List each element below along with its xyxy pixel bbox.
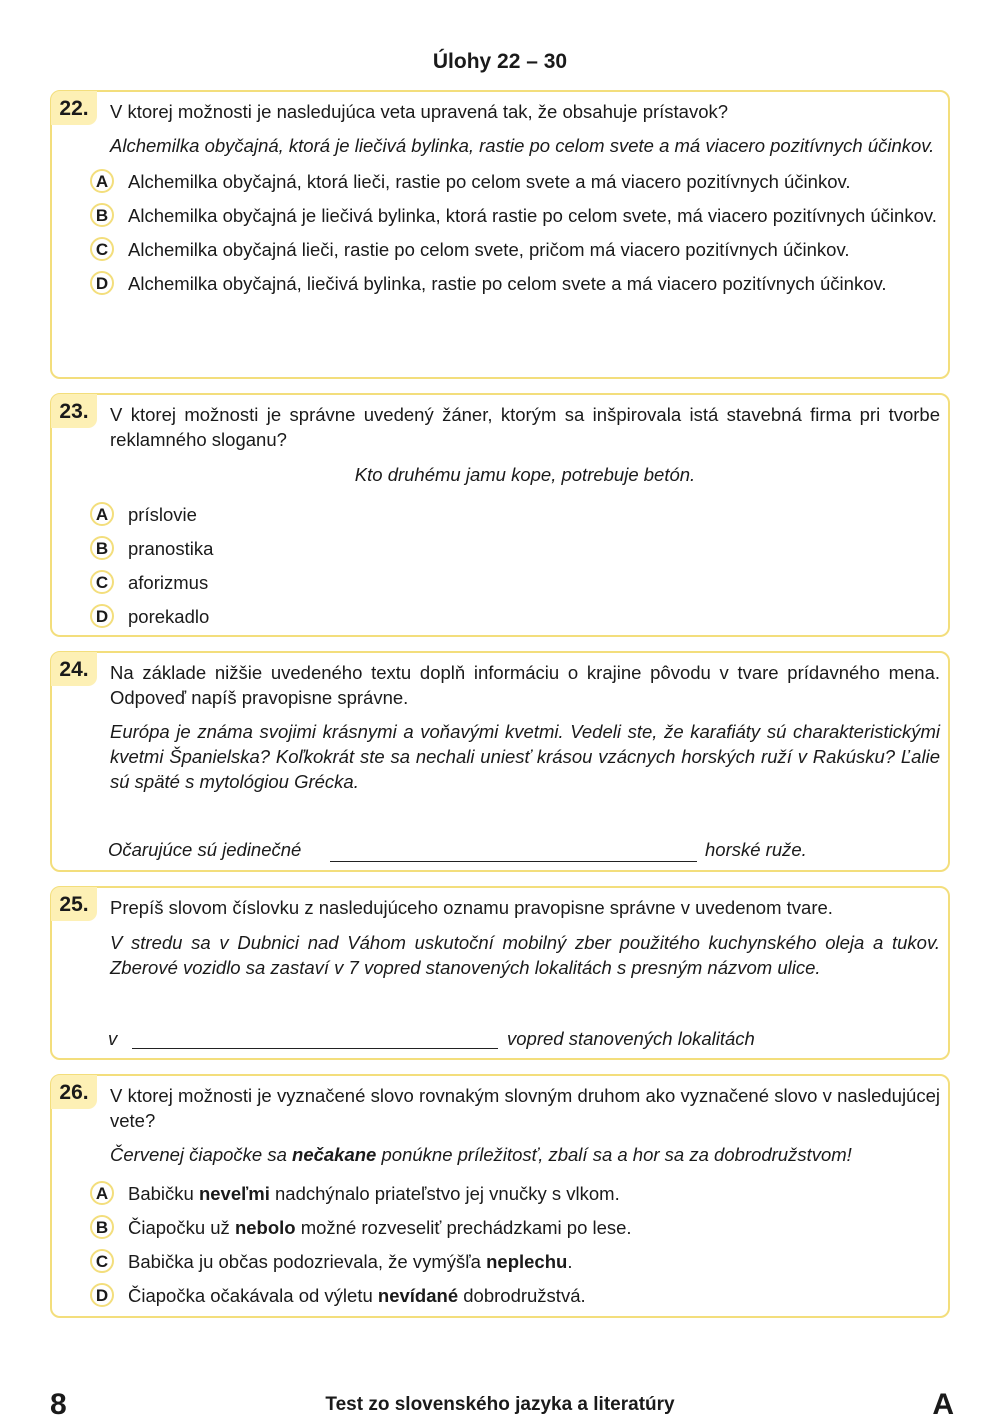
- option-text: Alchemilka obyčajná, ktorá lieči, rastie po celom svete a má viacero pozitívnych účinkov.: [128, 171, 851, 192]
- fill-prefix: Očarujúce sú jedinečné: [108, 839, 302, 860]
- option-text: príslovie: [128, 504, 197, 525]
- page-footer: [0, 1388, 1000, 1422]
- source-text: Európa je známa svojimi krásnymi a voňavými kvetmi. Vedeli ste, že karafiáty sú charakteristickými kvetmi Španielska? Koľkokrát ste sa nechali uniesť krásou vzácnych horských ruží v Rakúsku? Ľalie sú späté s mytológiou Grécka.: [110, 721, 940, 792]
- test-title: Test zo slovenského jazyka a literatúry: [325, 1394, 675, 1415]
- option-letter-a: A: [90, 1181, 114, 1205]
- answer-option-b[interactable]: [95, 203, 940, 228]
- question-text: V ktorej možnosti je správne uvedený žáner, ktorým sa inšpirovala istá stavebná firma pri tvorbe reklamného sloganu?: [110, 404, 940, 450]
- answer-line[interactable]: [330, 861, 697, 862]
- fill-suffix: horské ruže.: [705, 839, 807, 860]
- slogan: Kto druhému jamu kope, potrebuje betón.: [354, 464, 696, 485]
- question-number: 23.: [51, 394, 97, 428]
- option-letter-d: D: [90, 604, 114, 628]
- answer-option-b[interactable]: B Čiapočku už nebolo možné rozveseliť prechádzkami po lese.: [110, 1215, 940, 1240]
- option-letter-b: B: [90, 536, 114, 560]
- answer-option-a[interactable]: A Babičku neveľmi nadchýnalo priateľstvo jej vnučky s vlkom.: [110, 1181, 940, 1206]
- answer-option-d[interactable]: D Čiapočka očakávala od výletu nevídané dobrodružstvá.: [110, 1283, 940, 1308]
- option-text: Alchemilka obyčajná lieči, rastie po celom svete, pričom má viacero pozitívnych účinkov.: [128, 239, 850, 260]
- question-number: 26.: [51, 1075, 97, 1109]
- answer-option-a[interactable]: [95, 169, 940, 194]
- question-number: 22.: [51, 91, 97, 125]
- answer-option-d[interactable]: [95, 271, 940, 296]
- option-letter-a: A: [90, 502, 114, 526]
- option-text: Alchemilka obyčajná je liečivá bylinka, ktorá rastie po celom svete, má viacero pozitívnych účinkov.: [128, 205, 937, 226]
- test-variant: A: [932, 1388, 954, 1421]
- fill-suffix: vopred stanovených lokalitách: [507, 1028, 755, 1049]
- highlighted-word: nebolo: [234, 1217, 296, 1238]
- example-sentence: Červenej čiapočke sa nečakane ponúkne príležitosť, zbalí sa a hor sa za dobrodružstvom!: [110, 1144, 852, 1165]
- question-25-box: [50, 886, 950, 1060]
- answer-option-c[interactable]: [95, 570, 940, 595]
- option-text: aforizmus: [128, 572, 209, 593]
- option-letter-d: D: [90, 1283, 114, 1307]
- option-text: porekadlo: [128, 606, 210, 627]
- option-letter-c: C: [90, 1249, 114, 1273]
- question-23-box: [50, 393, 950, 637]
- highlighted-word: nevídané: [377, 1285, 459, 1306]
- page-number: 8: [50, 1388, 67, 1421]
- fill-prefix: v: [108, 1028, 118, 1049]
- option-letter-c: C: [90, 237, 114, 261]
- highlighted-word: neplechu: [486, 1251, 568, 1272]
- question-text: V ktorej možnosti je vyznačené slovo rovnakým slovným druhom ako vyznačené slovo v nasledujúcej vete?: [110, 1085, 940, 1131]
- answer-option-b[interactable]: [95, 536, 940, 561]
- option-letter-b: B: [90, 203, 114, 227]
- answer-line[interactable]: [132, 1048, 498, 1049]
- option-text: pranostika: [128, 538, 214, 559]
- notice-text: V stredu sa v Dubnici nad Váhom uskutoční mobilný zber použitého kuchynského oleja a tukov. Zberové vozidlo sa zastaví v 7 vopred stanovených lokalitách s presným názvom ulice.: [110, 932, 940, 978]
- highlighted-word: neveľmi: [198, 1183, 270, 1204]
- answer-option-c[interactable]: [95, 237, 940, 262]
- option-letter-d: D: [90, 271, 114, 295]
- option-letter-b: B: [90, 1215, 114, 1239]
- quoted-sentence: Alchemilka obyčajná, ktorá je liečivá bylinka, rastie po celom svete a má viacero pozitívnych účinkov.: [110, 135, 935, 156]
- question-26-box: [50, 1074, 950, 1318]
- highlighted-word: nečakane: [292, 1144, 377, 1165]
- answer-option-a[interactable]: [95, 502, 940, 527]
- answer-option-d[interactable]: [95, 604, 940, 629]
- question-text: Na základe nižšie uvedeného textu doplň informáciu o krajine pôvodu v tvare prídavného mena. Odpoveď napíš pravopisne správne.: [110, 662, 940, 708]
- question-number: 25.: [51, 887, 97, 921]
- option-letter-a: A: [90, 169, 114, 193]
- question-text: V ktorej možnosti je nasledujúca veta upravená tak, že obsahuje prístavok?: [110, 101, 729, 122]
- answer-option-c[interactable]: C Babička ju občas podozrievala, že vymýšľa neplechu.: [110, 1249, 940, 1274]
- question-24-box: [50, 651, 950, 872]
- question-22-box: [50, 90, 950, 379]
- option-text: Alchemilka obyčajná, liečivá bylinka, rastie po celom svete a má viacero pozitívnych účinkov.: [128, 273, 887, 294]
- option-letter-c: C: [90, 570, 114, 594]
- question-text: Prepíš slovom číslovku z nasledujúceho oznamu pravopisne správne v uvedenom tvare.: [110, 897, 833, 918]
- question-number: 24.: [51, 652, 97, 686]
- page-title: Úlohy 22 – 30: [432, 50, 568, 73]
